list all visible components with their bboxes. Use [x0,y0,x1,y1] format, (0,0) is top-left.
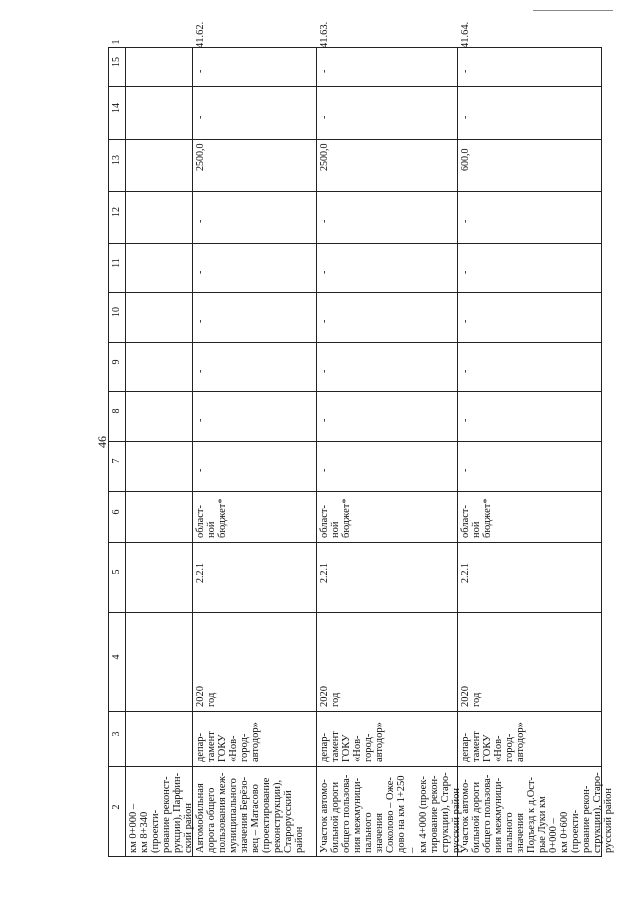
cell-year: 2020 год [319,686,341,707]
cell-c11: - [319,270,330,274]
column-header-15: 15 [111,57,122,67]
table-row-divider [109,542,601,543]
cell-name: Автомобильная дорога общего пользования меж- муниципального значения Берёзо- вец – Матасово (проектирование реконструкции), Старорусский район [195,772,305,853]
table-column-divider [316,48,317,856]
cell-c15: - [460,69,471,73]
cell-c12: - [195,219,206,223]
table-column-divider [457,48,458,856]
table-row-divider [109,342,601,343]
cell-code: 2.2.1 [460,563,471,583]
table-row-divider [109,391,601,392]
column-header-4: 4 [111,654,122,659]
cell-executor: депар- тамент ГОКУ «Нов- город- автодор» [460,722,526,762]
cell-c10: - [460,319,471,323]
cell-c11: - [195,270,206,274]
table-row-divider [109,441,601,442]
table-row-divider [109,491,601,492]
table-row-divider [109,766,601,767]
cell-code: 2.2.1 [195,563,206,583]
column-header-5: 5 [111,569,122,575]
cell-id: 41.63. [319,21,330,48]
column-header-2: 2 [111,804,122,809]
cell-source: област- ной бюджет* [460,498,493,538]
column-header-3: 3 [111,731,122,736]
cell-c13: 2500,0 [195,143,206,171]
table-row-divider [109,191,601,192]
table-row-divider [109,243,601,244]
column-header-8: 8 [111,408,122,414]
cell-c11: - [460,270,471,274]
cell-c15: - [319,69,330,73]
cell-source: област- ной бюджет* [195,498,228,538]
column-header-14: 14 [111,102,122,113]
cell-c14: - [460,115,471,119]
cell-c8: - [460,418,471,422]
cell-year: 2020 год [460,686,482,707]
cell-c10: - [195,319,206,323]
data-table [108,21,614,857]
cell-executor: депар- тамент ГОКУ «Нов- город- автодор» [319,722,385,762]
column-header-13: 13 [111,155,122,165]
cell-c7: - [319,468,330,472]
cell-code: 2.2.1 [319,563,330,583]
column-header-9: 9 [111,359,122,364]
column-header-11: 11 [111,257,122,268]
cell-name: Участок автомо- бильной дороги общего пользова- ния межмуници- пального значения Подъезд к д.Ост- рые Луки км 0+000 – км 0+600 (проекти- рование рекон- струкции), Старо- русский район [460,772,614,853]
cell-c13: 600,0 [460,148,471,171]
page-number: 46 [95,436,109,448]
cell-executor: депар- тамент ГОКУ «Нов- город- автодор» [195,722,261,762]
column-header-1: 1 [111,39,122,45]
cell-c14: - [195,115,206,119]
cell-id: 41.62. [195,21,206,48]
cell-source: област- ной бюджет* [319,498,352,538]
table-row-divider [109,86,601,87]
cell-c13: 2500,0 [319,143,330,171]
cell-c12: - [319,219,330,223]
column-header-12: 12 [111,207,122,217]
table-row-divider [109,612,601,613]
column-header-6: 6 [111,509,122,514]
table-row-divider [109,292,601,293]
cell-c14: - [319,115,330,119]
cell-c8: - [195,418,206,422]
table-column-divider [125,48,126,856]
cell-c15: - [195,69,206,73]
table-column-divider [192,48,193,856]
cell-c9: - [195,369,206,373]
cell-name: км 0+000 – км 8+340 (проекти- рование реконст- рукции), Парфин- ский район [128,772,194,853]
column-header-7: 7 [111,458,122,464]
cell-c9: - [460,369,471,373]
table-row-divider [109,711,601,712]
cell-c9: - [319,369,330,373]
cell-id: 41.64. [460,21,471,48]
table-row-divider [109,139,601,140]
cell-c12: - [460,219,471,223]
cell-c7: - [195,468,206,472]
cell-year: 2020 год [195,686,217,707]
column-header-10: 10 [111,307,122,317]
cell-c7: - [460,468,471,472]
cell-c8: - [319,418,330,422]
cell-name: Участок автомо- бильной дороги общего пользова- ния межмуници- пального значения Соколово – Оже- дово на км 1+250 – км 4+000 (проек- тирование рекон- струкции), Старо- русский район [319,772,462,853]
cell-c10: - [319,319,330,323]
